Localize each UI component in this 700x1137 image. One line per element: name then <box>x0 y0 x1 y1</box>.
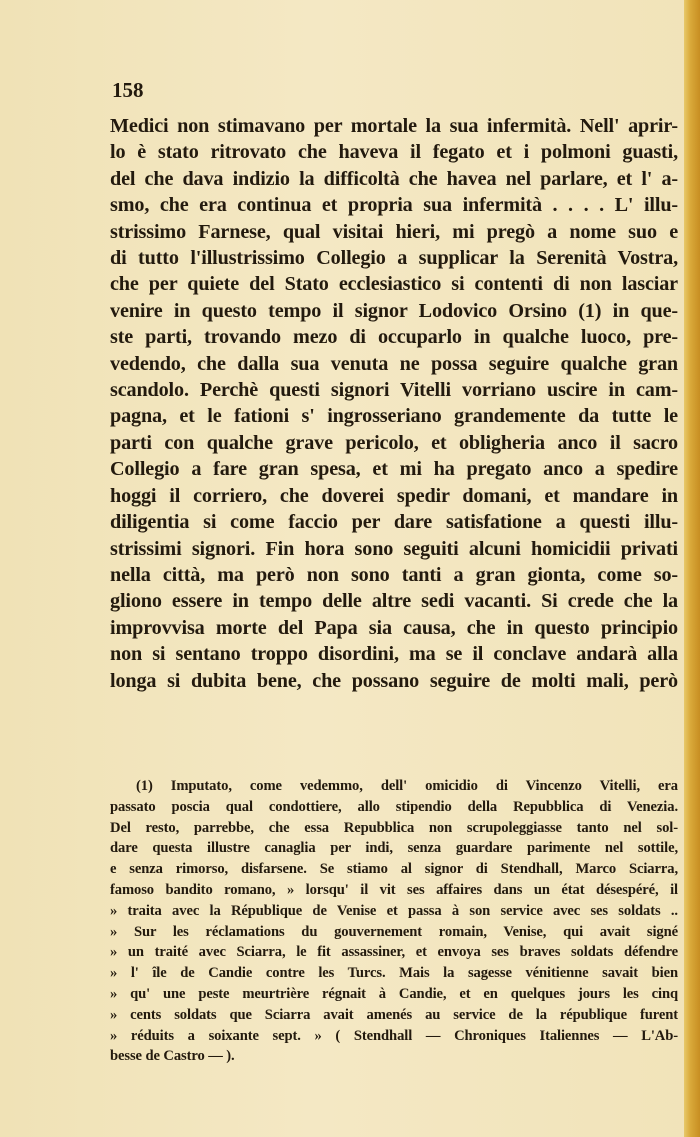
text-line: strissimi signori. Fin hora sono seguiti alcuni homicidii privati <box>110 537 678 560</box>
footnote-line: e senza rimorso, disfarsene. Se stiamo al signor di Stendhall, Marco Sciarra, <box>110 861 678 878</box>
page-edge <box>684 0 700 1137</box>
footnote-line: (1) Imputato, come vedemmo, dell' omicidio di Vincenzo Vitelli, era <box>136 778 678 794</box>
footnote-line: Del resto, parrebbe, che essa Repubblica non scrupoleggiasse tanto nel sol- <box>110 819 678 836</box>
footnote-line: passato poscia qual condottiere, allo stipendio della Repubblica di Venezia. <box>110 798 678 815</box>
footnote-line: dare questa illustre canaglia per indi, senza guardare parimente nel sottile, <box>110 840 678 857</box>
footnote-line: » l' île de Candie contre les Turcs. Mais la sagesse vénitienne savait bien <box>110 965 678 982</box>
text-line: del che dava indizio la difficoltà che havea nel parlare, et l' a- <box>110 167 678 190</box>
footnote-line: besse de Castro — ). <box>110 1048 235 1065</box>
text-line: ste parti, trovando mezo di occuparlo in qualche luoco, pre- <box>110 326 678 349</box>
text-line: che per quiete del Stato ecclesiastico si contenti di non lasciar <box>110 273 678 296</box>
main-text <box>110 113 678 694</box>
footnote-line: » cents soldats que Sciarra avait amenés au service de la république furent <box>110 1006 678 1023</box>
footnote <box>110 776 678 1067</box>
page-number: 158 <box>112 78 144 102</box>
text-line: nella città, ma però non sono tanti a gran gionta, come so- <box>110 563 678 586</box>
footnote-line: » un traité avec Sciarra, le fit assassiner, et envoya ses braves soldats défendre <box>110 944 678 961</box>
text-line: Collegio a fare gran spesa, et mi ha pregato anco a spedire <box>110 458 678 481</box>
text-line: hoggi il corriero, che doverei spedir domani, et mandare in <box>110 484 678 507</box>
footnote-line: » réduits a soixante sept. » ( Stendhall — Chroniques Italiennes — L'Ab- <box>110 1027 678 1044</box>
text-line: diligentia si come faccio per dare satisfatione a questi illu- <box>110 511 678 534</box>
text-line: improvvisa morte del Papa sia causa, che in questo principio <box>110 616 678 639</box>
text-line: scandolo. Perchè questi signori Vitelli vorriano uscire in cam- <box>110 379 678 402</box>
text-line: lo è stato ritrovato che haveva il fegato et i polmoni guasti, <box>110 141 678 164</box>
text-line: smo, che era continua et propria sua infermità . . . . L' illu- <box>110 194 678 217</box>
text-line: Medici non stimavano per mortale la sua infermità. Nell' aprir- <box>110 115 678 137</box>
text-line: longa si dubita bene, che possano seguire de molti mali, però <box>110 669 678 692</box>
text-line: pagna, et le fationi s' ingrosseriano grandemente da tutte le <box>110 405 678 428</box>
text-line: parti con qualche grave pericolo, et obligheria anco il sacro <box>110 431 678 454</box>
footnote-line: » qu' une peste meurtrière régnait à Candie, et en quelques jours les cinq <box>110 985 678 1002</box>
footnote-line: famoso bandito romano, » lorsqu' il vit ses affaires dans un état désespéré, il <box>110 881 678 898</box>
text-line: strissimo Farnese, qual visitai hieri, mi pregò a nome suo e <box>110 220 678 243</box>
footnote-line: » Sur les réclamations du gouvernement romain, Venise, qui avait signé <box>110 923 678 940</box>
text-line: non si sentano troppo disordini, ma se il conclave andarà alla <box>110 643 678 666</box>
text-line: venire in questo tempo il signor Lodovico Orsino (1) in que- <box>110 299 678 322</box>
footnote-line: » traita avec la République de Venise et passa à son service avec ses soldats .. <box>110 902 678 919</box>
text-line: vedendo, che dalla sua venuta ne possa seguire qualche gran <box>110 352 678 375</box>
text-line: di tutto l'illustrissimo Collegio a supplicar la Serenità Vostra, <box>110 247 678 270</box>
text-line: gliono essere in tempo delle altre sedi vacanti. Si crede che la <box>110 590 678 613</box>
